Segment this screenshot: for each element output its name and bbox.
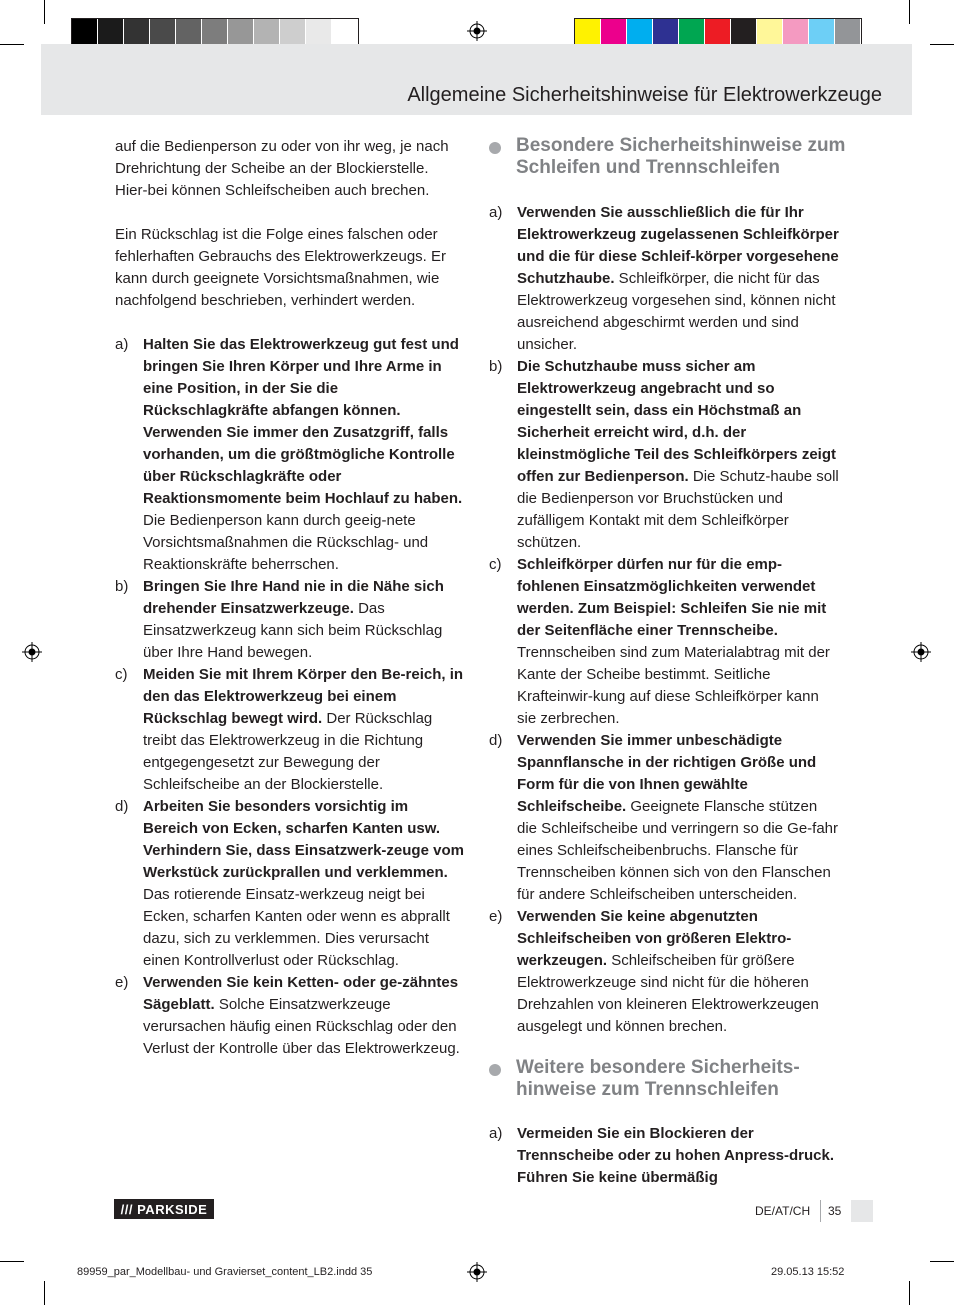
item-label: e) <box>489 908 503 925</box>
intro-paragraph: auf die Bedienperson zu oder von ihr weg, je nach Drehrichtung der Scheibe an der Blockierstelle. Hier-bei können Schleifscheiben auch brechen. <box>115 138 449 199</box>
item-text <box>517 1123 841 1189</box>
item-text <box>517 202 841 356</box>
item-body-text: Geeignete Flansche stützen die Schleifscheibe und verringern so die Ge-fahr eines Schleifscheibenbruchs. Flansche für Trennscheiben können sich von den Flanschen für andere Schleifscheiben unterscheiden. <box>517 798 839 903</box>
item-bold-text: Schleifkörper dürfen nur für die emp-fohlenen Einsatzmöglichkeiten verwendet werden. Zum Beispiel: Schleifen Sie nie mit der Seitenfläche einer Trennscheibe. <box>517 556 827 639</box>
file-info: 89959_par_Modellbau- und Gravierset_content_LB2.indd 35 <box>77 1266 373 1278</box>
locale-label: DE/AT/CH <box>755 1204 811 1218</box>
crop-mark <box>930 1261 954 1262</box>
color-swatch <box>679 19 705 47</box>
item-body-text: Die Schutz-haube soll die Bedienperson vor Bruchstücken und zufälligem Kontakt mit dem Schleifkörper schützen. <box>517 468 839 551</box>
registration-mark-icon <box>467 1262 487 1282</box>
crop-mark <box>0 1261 24 1262</box>
item-text <box>143 796 465 972</box>
color-swatch <box>280 19 306 47</box>
crop-mark <box>909 1281 910 1305</box>
item-body-text: Der Rückschlag treibt das Elektrowerkzeug in die Richtung entgegengesetzt zur Bewegung der Schleifscheibe an der Blockierstelle. <box>143 710 433 793</box>
left-instruction-list <box>115 334 465 1060</box>
list-item <box>115 972 465 1060</box>
item-label: a) <box>489 1125 503 1142</box>
item-bold-text: Meiden Sie mit Ihrem Körper den Be-reich, in den das Elektrowerkzeug bei einem Rückschlag bewegt wird. <box>143 666 464 727</box>
color-swatch <box>575 19 601 47</box>
item-label: e) <box>115 974 129 991</box>
right-column <box>489 202 841 1038</box>
registration-mark-icon <box>911 642 931 662</box>
item-bold-text: Bringen Sie Ihre Hand nie in die Nähe sich drehender Einsatzwerkzeuge. <box>143 578 444 617</box>
section2-instruction-list <box>489 1123 841 1189</box>
color-swatch <box>653 19 679 47</box>
item-label: c) <box>489 556 502 573</box>
list-item <box>489 356 841 554</box>
intro-paragraph: Ein Rückschlag ist die Folge eines falschen oder fehlerhaften Gebrauchs des Elektrowerkzeugs. Er kann durch geeignete Vorsichtsmaßnahmen, wie nachfolgend beschrieben, verhindert werden. <box>115 226 447 309</box>
color-swatch <box>809 19 835 47</box>
section-heading <box>489 1057 849 1101</box>
list-item <box>115 576 465 664</box>
item-bold-text: Die Schutzhaube muss sicher am Elektrowerkzeug angebracht und so eingestellt sein, dass ein Höchstmaß an Sicherheit erreicht wird, d.h. der kleinstmögliche Teil des Schleifkörpers zeigt offen zur Bedienperson. <box>517 358 836 485</box>
color-swatch <box>72 19 98 47</box>
divider <box>820 1200 821 1222</box>
item-label: b) <box>489 358 503 375</box>
item-body-text: Schleifkörper, die nicht für das Elektrowerkzeug vorgesehen sind, können nicht ausreichend abgeschirmt werden und sind unsicher. <box>517 270 836 353</box>
item-bold-text: Verwenden Sie keine abgenutzten Schleifscheiben von größeren Elektro-werkzeugen. <box>517 908 792 969</box>
item-body-text: Trennscheiben sind zum Materialabtrag mit der Kante der Scheibe bestimmt. Seitliche Krafteinwir-kung auf diese Schleifkörper kann sie zerbrechen. <box>517 644 830 727</box>
list-item <box>489 202 841 356</box>
list-item <box>489 906 841 1038</box>
item-label: d) <box>115 798 129 815</box>
item-bold-text: Verwenden Sie ausschließlich die für Ihr Elektrowerkzeug zugelassenen Schleifkörper und die für diese Schleif-körper vorgesehene Schutzhaube. <box>517 204 839 287</box>
parkside-logo: /// PARKSIDE <box>114 1199 214 1219</box>
list-item <box>115 796 465 972</box>
crop-mark <box>44 0 45 24</box>
page-number: 35 <box>828 1204 842 1218</box>
right-column-continued <box>489 1123 841 1189</box>
color-swatch <box>783 19 809 47</box>
item-text <box>517 356 841 554</box>
registration-mark-icon <box>467 21 487 41</box>
item-body-text: Solche Einsatzwerkzeuge verursachen häufig einen Rückschlag oder den Verlust der Kontrolle über das Elektrowerkzeug. <box>143 996 460 1057</box>
color-swatch <box>176 19 202 47</box>
page-title: Allgemeine Sicherheitshinweise für Elektrowerkzeuge <box>407 84 882 106</box>
item-bold-text: Arbeiten Sie besonders vorsichtig im Bereich von Ecken, scharfen Kanten usw. Verhindern Sie, dass Einsatzwerk-zeuge vom Werkstück zurückprallen und verklemmen. <box>143 798 464 881</box>
bullet-dot-icon <box>489 1064 501 1076</box>
color-swatch <box>835 19 861 47</box>
item-text <box>517 906 841 1038</box>
list-item <box>489 730 841 906</box>
item-text <box>517 730 841 906</box>
list-item <box>489 1123 841 1189</box>
registration-mark-icon <box>22 642 42 662</box>
item-text <box>143 334 465 576</box>
item-label: a) <box>489 204 503 221</box>
section1-instruction-list <box>489 202 841 1038</box>
item-bold-text: Halten Sie das Elektrowerkzeug gut fest und bringen Sie Ihren Körper und Ihre Arme in eine Position, in der Sie die Rückschlagkräfte abfangen können. Verwenden Sie immer den Zusatzgriff, falls vorhanden, um die größtmögliche Kontrolle über Rückschlagkräfte oder Reaktionsmomente beim Hochlauf zu haben. <box>143 336 463 507</box>
item-text <box>143 576 465 664</box>
item-label: a) <box>115 336 129 353</box>
color-swatch <box>150 19 176 47</box>
item-text <box>143 972 465 1060</box>
color-swatch <box>332 19 358 47</box>
section-heading <box>489 135 849 179</box>
bullet-dot-icon <box>489 142 501 154</box>
item-label: d) <box>489 732 503 749</box>
crop-mark <box>0 44 24 45</box>
color-swatch <box>601 19 627 47</box>
color-swatch <box>757 19 783 47</box>
item-body-text: Das rotierende Einsatz-werkzeug neigt bei Ecken, scharfen Kanten oder wenn es abprallt dazu, sich zu verklemmen. Dies verursacht einen Kontrollverlust oder Rückschlag. <box>143 886 450 969</box>
color-swatch <box>731 19 757 47</box>
item-bold-text: Verwenden Sie kein Ketten- oder ge-zähntes Sägeblatt. <box>143 974 459 1013</box>
item-text <box>143 664 465 796</box>
item-label: b) <box>115 578 129 595</box>
item-body-text: Schleifscheiben für größere Elektrowerkzeuge sind nicht für die höheren Drehzahlen von kleineren Elektrowerkzeugen ausgelegt und können brechen. <box>517 952 819 1035</box>
list-item <box>115 664 465 796</box>
page-tab <box>851 1200 873 1222</box>
item-bold-text: Verwenden Sie immer unbeschädigte Spannflansche in der richtigen Größe und Form für die von Ihnen gewählte Schleifscheibe. <box>517 732 817 815</box>
print-date: 29.05.13 15:52 <box>771 1266 845 1278</box>
list-item <box>115 334 465 576</box>
item-label: c) <box>115 666 128 683</box>
left-column <box>115 136 465 1060</box>
color-swatch <box>228 19 254 47</box>
item-bold-text: Vermeiden Sie ein Blockieren der Trennscheibe oder zu hohen Anpress-druck. Führen Sie keine übermäßig <box>517 1125 835 1186</box>
crop-mark <box>909 0 910 24</box>
item-body-text: Das Einsatzwerkzeug kann sich beim Rückschlag über Ihre Hand bewegen. <box>143 600 443 661</box>
item-text <box>517 554 841 730</box>
crop-mark <box>44 1281 45 1305</box>
item-body-text: Die Bedienperson kann durch geeig-nete Vorsichtsmaßnahmen die Rückschlag- und Reaktionskräfte beherrschen. <box>143 512 429 573</box>
section-title: Besondere Sicherheitshinweise zum Schleifen und Trennschleifen <box>516 135 846 178</box>
list-item <box>489 554 841 730</box>
color-swatch <box>124 19 150 47</box>
color-swatch <box>627 19 653 47</box>
crop-mark <box>930 44 954 45</box>
color-swatch <box>98 19 124 47</box>
color-swatch <box>202 19 228 47</box>
color-swatch <box>254 19 280 47</box>
color-swatch <box>705 19 731 47</box>
color-swatch <box>306 19 332 47</box>
section-title: Weitere besondere Sicherheits-hinweise zum Trennschleifen <box>516 1057 800 1100</box>
